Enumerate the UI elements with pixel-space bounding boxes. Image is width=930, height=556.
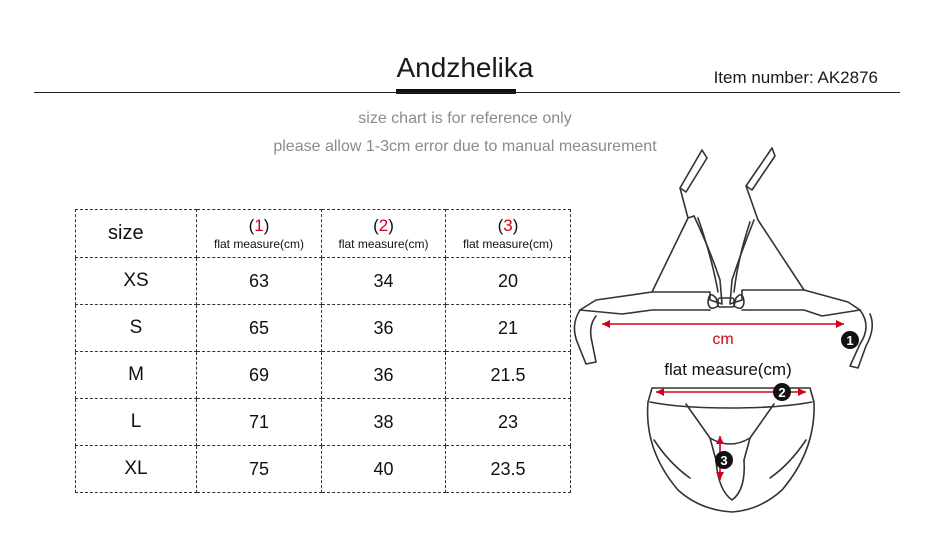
error-note: please allow 1-3cm error due to manual measurement <box>273 138 657 155</box>
measure-2-cell: 36 <box>322 305 446 352</box>
measure-3-cell: 20 <box>446 258 571 305</box>
header-divider <box>34 92 900 93</box>
measure-3-cell: 21.5 <box>446 352 571 399</box>
size-column-header: size <box>76 210 197 258</box>
bikini-bottom-illustration <box>648 388 815 512</box>
size-cell: XS <box>76 258 197 305</box>
table-row <box>76 399 571 446</box>
measure-2-cell: 36 <box>322 352 446 399</box>
arrow-down-icon <box>716 472 724 480</box>
brand-title: Andzhelika <box>396 52 534 83</box>
measure-3-cell: 21 <box>446 305 571 352</box>
arrow-left-icon <box>602 320 610 328</box>
measure-1-cell: 65 <box>197 305 322 352</box>
svg-text:1: 1 <box>846 333 854 348</box>
table-row <box>76 352 571 399</box>
arrow-left-icon <box>656 388 664 396</box>
size-cell: M <box>76 352 197 399</box>
garment-diagram <box>560 140 900 550</box>
measure-1-header: (1) flat measure(cm) <box>197 210 322 258</box>
measure-1-cell: 71 <box>197 399 322 446</box>
measure-2-cell: 38 <box>322 399 446 446</box>
measure-1-cell: 75 <box>197 446 322 493</box>
table-row <box>76 258 571 305</box>
table-row <box>76 305 571 352</box>
table-header-row <box>76 210 571 258</box>
measure-2-cell: 34 <box>322 258 446 305</box>
arrow-right-icon <box>798 388 806 396</box>
marker-3 <box>715 451 733 469</box>
measure-3-header: (3) flat measure(cm) <box>446 210 571 258</box>
measure-1-cell: 63 <box>197 258 322 305</box>
arrow-right-icon <box>836 320 844 328</box>
svg-text:3: 3 <box>720 453 728 468</box>
top-measure-label: cm <box>712 331 734 348</box>
table-row <box>76 446 571 493</box>
marker-1 <box>841 331 859 349</box>
measure-2-cell: 40 <box>322 446 446 493</box>
measure-2-header: (2) flat measure(cm) <box>322 210 446 258</box>
measure-1-cell: 69 <box>197 352 322 399</box>
item-number: Item number: AK2876 <box>713 68 878 87</box>
size-chart-table <box>75 209 571 493</box>
arrow-up-icon <box>716 436 724 444</box>
size-cell: XL <box>76 446 197 493</box>
marker-2 <box>773 383 791 401</box>
size-cell: S <box>76 305 197 352</box>
reference-note: size chart is for reference only <box>358 110 572 127</box>
measure-3-cell: 23.5 <box>446 446 571 493</box>
measure-3-cell: 23 <box>446 399 571 446</box>
size-cell: L <box>76 399 197 446</box>
svg-text:2: 2 <box>778 385 786 400</box>
bottom-measure-label: flat measure(cm) <box>664 360 792 379</box>
